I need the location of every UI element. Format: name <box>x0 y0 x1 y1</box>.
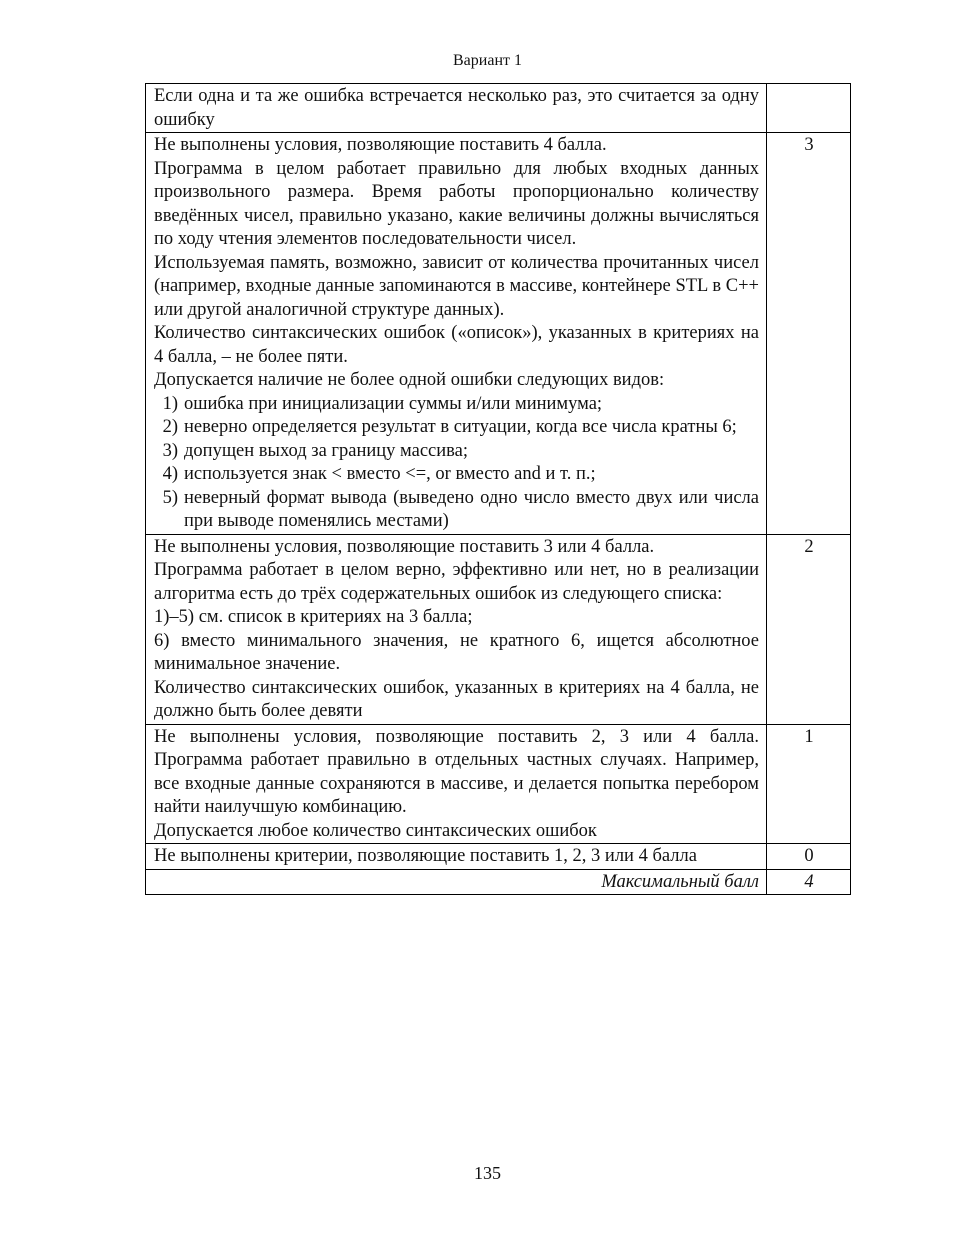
criteria-row <box>146 84 851 133</box>
criteria-paragraph: Программа работает в целом верно, эффективно или нет, но в реализации алгоритма есть до трёх содержательных ошибок из следующего списка: <box>154 560 759 604</box>
list-item-text: ошибка при инициализации суммы и/или минимума; <box>184 393 603 414</box>
criteria-paragraph: Используемая память, возможно, зависит от количества прочитанных чисел (например, входные данные запоминаются в массиве, контейнере STL в C++ или другой аналогичной структуре данных). <box>154 252 759 320</box>
list-item-text: используется знак < вместо <=, or вместо and и т. п.; <box>184 464 596 484</box>
criteria-paragraph: Допускается любое количество синтаксических ошибок <box>154 820 597 841</box>
list-item-number: 4) <box>162 464 178 484</box>
criteria-text-cell <box>146 844 767 870</box>
score-cell: 3 <box>767 133 851 535</box>
criteria-list-item <box>154 463 759 487</box>
criteria-row <box>146 844 851 870</box>
score-cell: 1 <box>767 724 851 844</box>
list-item-text: неверно определяется результат в ситуации, когда все числа кратны 6; <box>184 417 737 437</box>
criteria-text-cell <box>146 84 767 133</box>
criteria-paragraph: Программа в целом работает правильно для любых входных данных произвольного размера. Время работы пропорционально количеству введённых чисел, правильно указано, какие величины должны вычисляться по ходу чтения элементов последовательности чисел. <box>154 158 759 249</box>
criteria-paragraph: Не выполнены критерии, позволяющие поставить 1, 2, 3 или 4 балла <box>154 846 697 866</box>
criteria-paragraph: Не выполнены условия, позволяющие поставить 4 балла. <box>154 135 607 155</box>
criteria-paragraph: Допускается наличие не более одной ошибки следующих видов: <box>154 370 665 390</box>
table-body <box>146 84 851 895</box>
criteria-text-cell <box>146 534 767 724</box>
list-item-number: 3) <box>162 440 178 461</box>
criteria-paragraph: Количество синтаксических ошибок («описок»), указанных в критериях на 4 балла, – не более пяти. <box>154 323 759 367</box>
criteria-paragraph: Если одна и та же ошибка встречается несколько раз, это считается за одну ошибку <box>154 86 759 130</box>
max-score-label: Максимальный балл <box>146 869 767 895</box>
list-item-number: 5) <box>162 487 178 508</box>
criteria-list-item <box>154 487 759 534</box>
list-item-text: неверный формат вывода (выведено одно число вместо двух или числа при выводе поменялись местами) <box>184 487 759 531</box>
list-item-text: допущен выход за границу массива; <box>184 440 468 461</box>
score-cell <box>767 84 851 133</box>
criteria-list-item <box>154 393 759 417</box>
score-cell: 0 <box>767 844 851 870</box>
page-header: Вариант 1 <box>453 52 522 69</box>
max-score-row <box>146 869 851 895</box>
list-item-number: 1) <box>162 393 178 414</box>
criteria-paragraph: Количество синтаксических ошибок, указанных в критериях на 4 балла, не должно быть более девяти <box>154 677 759 721</box>
criteria-list-item <box>154 440 759 464</box>
criteria-text-cell <box>146 724 767 844</box>
criteria-paragraph: 1)–5) см. список в критериях на 3 балла; <box>154 607 473 627</box>
grading-criteria-table <box>145 83 851 895</box>
page-number: 135 <box>474 1163 501 1183</box>
list-item-number: 2) <box>162 417 178 437</box>
criteria-paragraph: Не выполнены условия, позволяющие поставить 2, 3 или 4 балла. Программа работает правильно в отдельных частных случаях. Например, все входные данные сохраняются в массиве, и делается попытка перебором найти наилучшую комбинацию. <box>154 726 759 817</box>
criteria-row <box>146 534 851 724</box>
max-score-value: 4 <box>767 869 851 895</box>
criteria-paragraph: 6) вместо минимального значения, не кратного 6, ищется абсолютное минимальное значение. <box>154 630 759 674</box>
criteria-text-cell <box>146 133 767 535</box>
criteria-paragraph: Не выполнены условия, позволяющие поставить 3 или 4 балла. <box>154 536 655 557</box>
criteria-row <box>146 724 851 844</box>
score-cell: 2 <box>767 534 851 724</box>
criteria-row <box>146 133 851 535</box>
criteria-list-item <box>154 416 759 440</box>
